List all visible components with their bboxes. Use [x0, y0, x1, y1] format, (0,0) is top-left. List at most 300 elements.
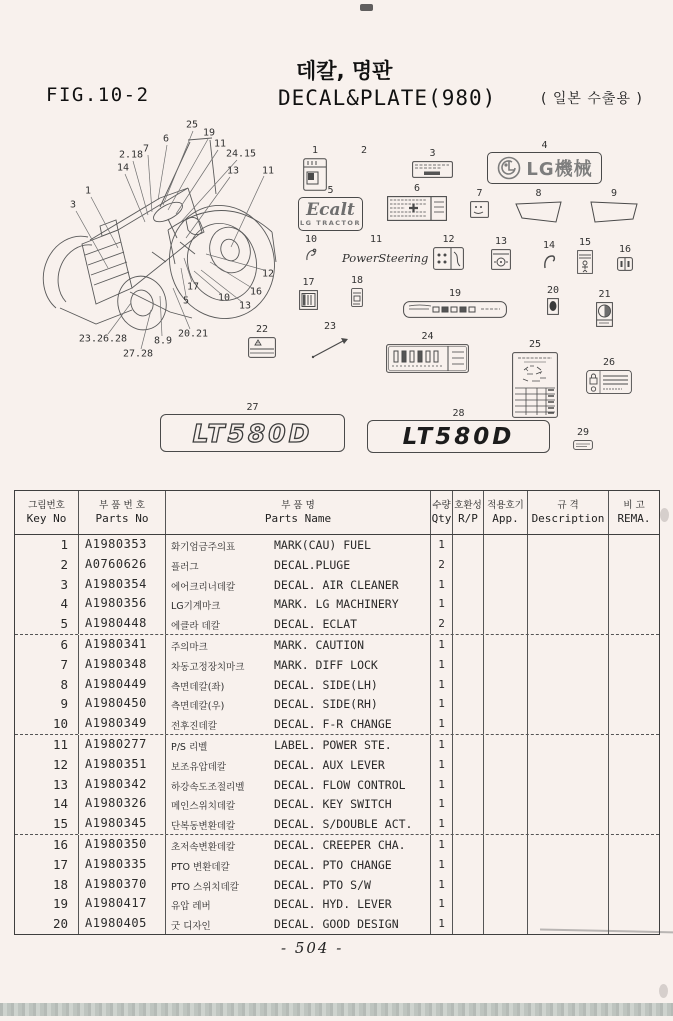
cell-parts-name	[166, 694, 431, 714]
decal-item-4-lg-plate	[487, 140, 602, 184]
cell-parts-name	[166, 855, 431, 875]
export-note: ( 일본 수출용 )	[541, 91, 643, 107]
cell-parts-no: A1980349	[79, 714, 166, 734]
diagram-callout: 14	[116, 162, 130, 174]
cell-remark	[609, 894, 659, 914]
parts-name-korean: 에어크리너데칼	[171, 581, 236, 593]
parts-name-english: DECAL. HYD. LEVER	[274, 897, 392, 912]
table-row	[15, 894, 659, 914]
cell-remark	[609, 855, 659, 875]
diagram-callout: 13	[238, 300, 252, 312]
decal-item-15	[577, 237, 593, 274]
cell-rp	[453, 555, 484, 575]
parts-name-english: DECAL. GOOD DESIGN	[274, 917, 399, 932]
parts-name-korean: 에클라 데칼	[171, 621, 220, 633]
header-description: 규 격 Description	[528, 491, 609, 534]
scan-artifact	[660, 508, 669, 522]
diagram-callout: 11	[213, 138, 227, 150]
table-row	[15, 655, 659, 675]
table-row	[15, 794, 659, 814]
decal-number: 4	[541, 140, 548, 151]
cell-key-no: 19	[15, 894, 79, 914]
decal-number: 7	[476, 188, 483, 199]
decal-number: 29	[576, 427, 590, 438]
cell-qty: 1	[431, 535, 453, 555]
cell-rp	[453, 814, 484, 834]
cell-parts-name	[166, 735, 431, 755]
decal-number: 25	[528, 339, 542, 350]
cell-parts-no: A1980449	[79, 675, 166, 695]
parts-table-header	[15, 491, 659, 535]
parts-diagram	[0, 110, 673, 480]
decal-item-24	[386, 331, 469, 373]
diagram-callout: 10	[217, 292, 231, 304]
parts-name-english: MARK. CAUTION	[274, 637, 365, 652]
cell-parts-no: A1980370	[79, 875, 166, 895]
cell-qty: 1	[431, 675, 453, 695]
cell-parts-no: A1980277	[79, 735, 166, 755]
cell-qty: 1	[431, 894, 453, 914]
table-row	[15, 555, 659, 575]
cell-rp	[453, 914, 484, 934]
cell-app	[484, 875, 528, 895]
diagram-callout: 6	[162, 133, 170, 145]
cell-remark	[609, 555, 659, 575]
cell-app	[484, 635, 528, 655]
figure-label: FIG.10-2	[46, 84, 150, 106]
cell-rp	[453, 875, 484, 895]
decal-item-3	[412, 148, 453, 178]
decal-item-22	[248, 324, 276, 358]
cell-description	[528, 675, 609, 695]
cell-remark	[609, 694, 659, 714]
cell-parts-name	[166, 775, 431, 795]
table-row	[15, 835, 659, 855]
pointer-tool-icon	[310, 334, 350, 360]
cell-app	[484, 575, 528, 595]
decal-number: 15	[578, 237, 592, 248]
decal-item-29	[573, 427, 593, 450]
cell-remark	[609, 714, 659, 734]
table-row	[15, 814, 659, 835]
cell-app	[484, 814, 528, 834]
decal-number: 10	[304, 234, 318, 245]
table-row	[15, 875, 659, 895]
cell-parts-name	[166, 714, 431, 734]
cell-remark	[609, 794, 659, 814]
table-row	[15, 735, 659, 755]
cell-key-no: 16	[15, 835, 79, 855]
table-row	[15, 594, 659, 614]
cell-parts-name	[166, 755, 431, 775]
cell-key-no: 4	[15, 594, 79, 614]
cell-rp	[453, 775, 484, 795]
cell-rp	[453, 655, 484, 675]
cell-description	[528, 794, 609, 814]
cell-qty: 1	[431, 814, 453, 834]
cell-description	[528, 655, 609, 675]
lock-info-decal-icon	[586, 370, 632, 394]
cell-qty: 1	[431, 855, 453, 875]
cell-remark	[609, 914, 659, 934]
cell-rp	[453, 594, 484, 614]
cell-parts-name	[166, 555, 431, 575]
key-switch-decal-icon	[542, 253, 556, 270]
cell-parts-no: A1980342	[79, 775, 166, 795]
cell-description	[528, 594, 609, 614]
decal-item-28-lt580d-plate	[367, 408, 550, 453]
cell-description	[528, 714, 609, 734]
decal-item-14	[542, 240, 556, 270]
parts-name-english: DECAL. AUX LEVER	[274, 757, 385, 772]
table-row	[15, 694, 659, 714]
cell-key-no: 10	[15, 714, 79, 734]
side-decal-lh-icon	[515, 201, 562, 223]
decal-number: 24	[421, 331, 434, 342]
table-row	[15, 635, 659, 655]
diagram-callout: 11	[261, 165, 275, 177]
cell-qty: 1	[431, 594, 453, 614]
decal-number: 11	[369, 234, 383, 245]
table-row	[15, 675, 659, 695]
cell-parts-no: A1980450	[79, 694, 166, 714]
table-row	[15, 775, 659, 795]
header-qty: 수량 Qty	[431, 491, 453, 534]
cell-remark	[609, 675, 659, 695]
parts-name-english: DECAL. ECLAT	[274, 617, 358, 632]
parts-name-english: DECAL. AIR CLEANER	[274, 577, 399, 592]
cell-key-no: 2	[15, 555, 79, 575]
decal-item-9	[590, 188, 638, 223]
cell-parts-no: A1980326	[79, 794, 166, 814]
decal-item-12	[433, 234, 464, 270]
scan-page-edge	[0, 1003, 673, 1016]
parts-name-korean: 보조유압데칼	[171, 761, 227, 773]
cell-parts-name	[166, 814, 431, 834]
diagram-callout: 23.26.28	[78, 333, 128, 345]
parts-name-korean: PTO 스위치데칼	[171, 881, 239, 893]
decal-item-11-power-steering	[342, 234, 429, 265]
parts-name-english: MARK(CAU) FUEL	[274, 538, 371, 552]
cell-parts-name	[166, 675, 431, 695]
parts-name-english: DECAL. SIDE(LH)	[274, 677, 378, 692]
parts-name-korean: 플러그	[171, 561, 199, 573]
cell-app	[484, 535, 528, 555]
cell-key-no: 14	[15, 794, 79, 814]
diagram-callout: 5	[182, 295, 190, 307]
decal-number: 12	[442, 234, 455, 245]
cell-rp	[453, 855, 484, 875]
cell-app	[484, 755, 528, 775]
parts-name-korean: 측면데칼(좌)	[171, 681, 225, 693]
cell-description	[528, 875, 609, 895]
header-app: 적용호기 App.	[484, 491, 528, 534]
decal-number: 21	[598, 289, 611, 300]
cell-key-no: 8	[15, 675, 79, 695]
parts-table-body	[15, 535, 659, 934]
cell-key-no: 9	[15, 694, 79, 714]
cell-description	[528, 735, 609, 755]
parts-name-korean: 초저속변환데칼	[171, 841, 236, 853]
cell-parts-name	[166, 914, 431, 934]
lg-plate-text: LG機械	[526, 159, 593, 180]
cell-app	[484, 714, 528, 734]
diagram-callout: 16	[249, 286, 263, 298]
decal-item-16	[617, 244, 633, 271]
cell-parts-no: A1980354	[79, 575, 166, 595]
decal-item-19	[403, 288, 507, 318]
cell-description	[528, 535, 609, 555]
decal-item-13	[491, 236, 511, 270]
cell-remark	[609, 594, 659, 614]
cell-parts-name	[166, 535, 431, 555]
diagram-callout: 20.21	[177, 328, 209, 340]
cell-key-no: 20	[15, 914, 79, 934]
cell-qty: 1	[431, 794, 453, 814]
cell-app	[484, 794, 528, 814]
cell-parts-no: A1980341	[79, 635, 166, 655]
cell-description	[528, 814, 609, 834]
decal-number: 27	[246, 402, 259, 413]
gauge-plate-decal-icon	[386, 344, 469, 373]
parts-name-korean: P/S 리벨	[171, 741, 208, 753]
diagram-callout: 25	[185, 119, 199, 131]
cell-remark	[609, 735, 659, 755]
parts-name-korean: 단복동변환데칼	[171, 821, 236, 833]
lt580d-solid-text: LT580D	[402, 423, 515, 450]
cell-app	[484, 735, 528, 755]
diagram-callout: 2.18	[118, 149, 144, 161]
decal-number: 2	[360, 145, 368, 156]
cell-description	[528, 894, 609, 914]
cell-key-no: 17	[15, 855, 79, 875]
parts-name-korean: 화기엄금주의표	[171, 542, 236, 553]
cell-remark	[609, 655, 659, 675]
cell-key-no: 1	[15, 535, 79, 555]
cell-remark	[609, 755, 659, 775]
cell-description	[528, 614, 609, 634]
creeper-decal-icon	[617, 257, 633, 271]
decal-number: 28	[452, 408, 465, 419]
header-key-no: 그림번호 Key No	[15, 491, 79, 534]
cell-qty: 1	[431, 635, 453, 655]
cell-app	[484, 914, 528, 934]
decal-number: 5	[327, 185, 334, 196]
cell-parts-name	[166, 875, 431, 895]
emblem-decal-icon	[596, 302, 613, 327]
parts-name-english: DECAL. S/DOUBLE ACT.	[274, 817, 413, 832]
parts-name-korean: 차동고정장치마크	[171, 661, 245, 673]
diagram-callout: 24.15	[225, 148, 257, 160]
cell-parts-no: A0760626	[79, 555, 166, 575]
cell-description	[528, 775, 609, 795]
table-row	[15, 575, 659, 595]
decal-item-20	[547, 285, 560, 315]
cell-key-no: 13	[15, 775, 79, 795]
cell-rp	[453, 714, 484, 734]
header-parts-name: 부 품 명 Parts Name	[166, 491, 431, 534]
header-rp: 호환성 R/P	[453, 491, 484, 534]
small-label-decal-icon	[573, 440, 593, 450]
parts-name-korean: 측면데칼(우)	[171, 701, 225, 713]
cell-parts-name	[166, 594, 431, 614]
parts-name-korean: 메인스위치데칼	[171, 801, 236, 813]
parts-name-english: DECAL. F-R CHANGE	[274, 717, 392, 732]
parts-name-english: DECAL. KEY SWITCH	[274, 797, 392, 812]
cell-qty: 1	[431, 775, 453, 795]
decal-number: 16	[618, 244, 632, 255]
cell-remark	[609, 835, 659, 855]
lg-logo-icon	[496, 155, 522, 181]
parts-name-korean: 굿 디자인	[171, 921, 211, 933]
cell-key-no: 3	[15, 575, 79, 595]
parts-name-korean: 주의마크	[171, 641, 208, 653]
diagram-callout: 8.9	[153, 335, 173, 347]
decal-item-10	[304, 234, 318, 263]
diagram-callout: 3	[69, 199, 77, 211]
cell-description	[528, 555, 609, 575]
decal-number: 14	[542, 240, 556, 251]
cell-key-no: 11	[15, 735, 79, 755]
cell-description	[528, 694, 609, 714]
cell-qty: 1	[431, 655, 453, 675]
cell-parts-no: A1980348	[79, 655, 166, 675]
decal-number: 17	[302, 277, 315, 288]
scan-artifact	[659, 984, 668, 998]
parts-name-korean: 하강속도조절리벨	[171, 781, 245, 793]
diagram-callout: 1	[84, 185, 92, 197]
decal-item-26	[586, 357, 632, 394]
decal-number: 23	[323, 321, 337, 332]
header-parts-no: 부 품 번 호 Parts No	[79, 491, 166, 534]
cell-parts-name	[166, 575, 431, 595]
decal-item-23	[310, 321, 350, 360]
decal-number: 22	[255, 324, 269, 335]
cell-parts-name	[166, 794, 431, 814]
decal-number: 18	[351, 275, 364, 286]
cell-parts-name	[166, 635, 431, 655]
cell-parts-name	[166, 655, 431, 675]
parts-name-english: MARK. DIFF LOCK	[274, 657, 378, 672]
decal-number: 20	[547, 285, 560, 296]
table-row	[15, 755, 659, 775]
cell-qty: 1	[431, 914, 453, 934]
cell-qty: 2	[431, 614, 453, 634]
cell-app	[484, 675, 528, 695]
cell-key-no: 7	[15, 655, 79, 675]
decal-number: 3	[429, 148, 436, 159]
cell-key-no: 6	[15, 635, 79, 655]
warning-decal-icon	[248, 337, 276, 358]
cell-parts-no: A1980345	[79, 814, 166, 834]
parts-name-korean: LG기계마크	[171, 601, 221, 613]
cell-qty: 1	[431, 875, 453, 895]
parts-name-english: MARK. LG MACHINERY	[274, 597, 399, 612]
decal-item-7	[470, 188, 489, 218]
single-double-act-decal-icon	[577, 250, 593, 274]
cell-rp	[453, 735, 484, 755]
cell-parts-name	[166, 835, 431, 855]
cell-app	[484, 894, 528, 914]
decal-item-6	[387, 183, 447, 221]
cell-parts-name	[166, 614, 431, 634]
cell-key-no: 12	[15, 755, 79, 775]
cell-qty: 1	[431, 735, 453, 755]
decal-number: 6	[413, 183, 421, 194]
parts-name-english: DECAL.PLUGE	[274, 557, 351, 572]
cell-parts-no: A1980448	[79, 614, 166, 634]
cell-qty: 1	[431, 694, 453, 714]
diagram-callout: 12	[261, 268, 275, 280]
table-row	[15, 855, 659, 875]
cell-app	[484, 775, 528, 795]
cell-remark	[609, 775, 659, 795]
cell-parts-no: A1980351	[79, 755, 166, 775]
cell-app	[484, 855, 528, 875]
cell-app	[484, 655, 528, 675]
cell-qty: 1	[431, 575, 453, 595]
cell-rp	[453, 635, 484, 655]
air-cleaner-decal-icon	[412, 161, 453, 178]
parts-name-english: DECAL. FLOW CONTROL	[274, 777, 406, 792]
cell-rp	[453, 675, 484, 695]
diff-lock-mark-icon	[470, 201, 489, 218]
cell-rp	[453, 694, 484, 714]
decal-number: 13	[494, 236, 508, 247]
pto-change-decal-icon	[299, 290, 318, 310]
side-decal-rh-icon	[590, 201, 638, 223]
cell-remark	[609, 575, 659, 595]
cell-parts-no: A1980335	[79, 855, 166, 875]
cell-app	[484, 694, 528, 714]
power-steering-text: PowerSteering	[342, 251, 429, 265]
cell-key-no: 15	[15, 814, 79, 834]
cell-remark	[609, 814, 659, 834]
parts-name-english: LABEL. POWER STE.	[274, 737, 392, 752]
cell-parts-no: A1980350	[79, 835, 166, 855]
cell-app	[484, 555, 528, 575]
cell-remark	[609, 875, 659, 895]
cell-description	[528, 575, 609, 595]
cell-rp	[453, 614, 484, 634]
caution-mark-icon	[387, 196, 447, 221]
cell-description	[528, 914, 609, 934]
cell-parts-name	[166, 894, 431, 914]
cell-rp	[453, 894, 484, 914]
cell-app	[484, 614, 528, 634]
lt580d-outline-text: LT580D	[192, 418, 313, 448]
cell-qty: 2	[431, 555, 453, 575]
cell-parts-no: A1980353	[79, 535, 166, 555]
decal-item-17	[299, 277, 318, 310]
lg-tractor-text: LG TRACTOR	[300, 218, 361, 227]
parts-name-korean: PTO 변환데칼	[171, 861, 230, 873]
cell-rp	[453, 755, 484, 775]
parts-name-english: DECAL. SIDE(RH)	[274, 697, 378, 712]
cell-description	[528, 755, 609, 775]
pto-switch-decal-icon	[351, 288, 363, 307]
cell-description	[528, 855, 609, 875]
cell-rp	[453, 535, 484, 555]
diagram-callout: 7	[142, 143, 150, 155]
fr-change-decal-icon	[304, 247, 318, 263]
header-remark: 비 고 REMA.	[617, 499, 651, 525]
decal-number: 26	[602, 357, 616, 368]
cell-remark	[609, 614, 659, 634]
parts-name-english: DECAL. PTO S/W	[274, 877, 371, 892]
table-row	[15, 714, 659, 735]
cell-parts-no: A1980417	[79, 894, 166, 914]
